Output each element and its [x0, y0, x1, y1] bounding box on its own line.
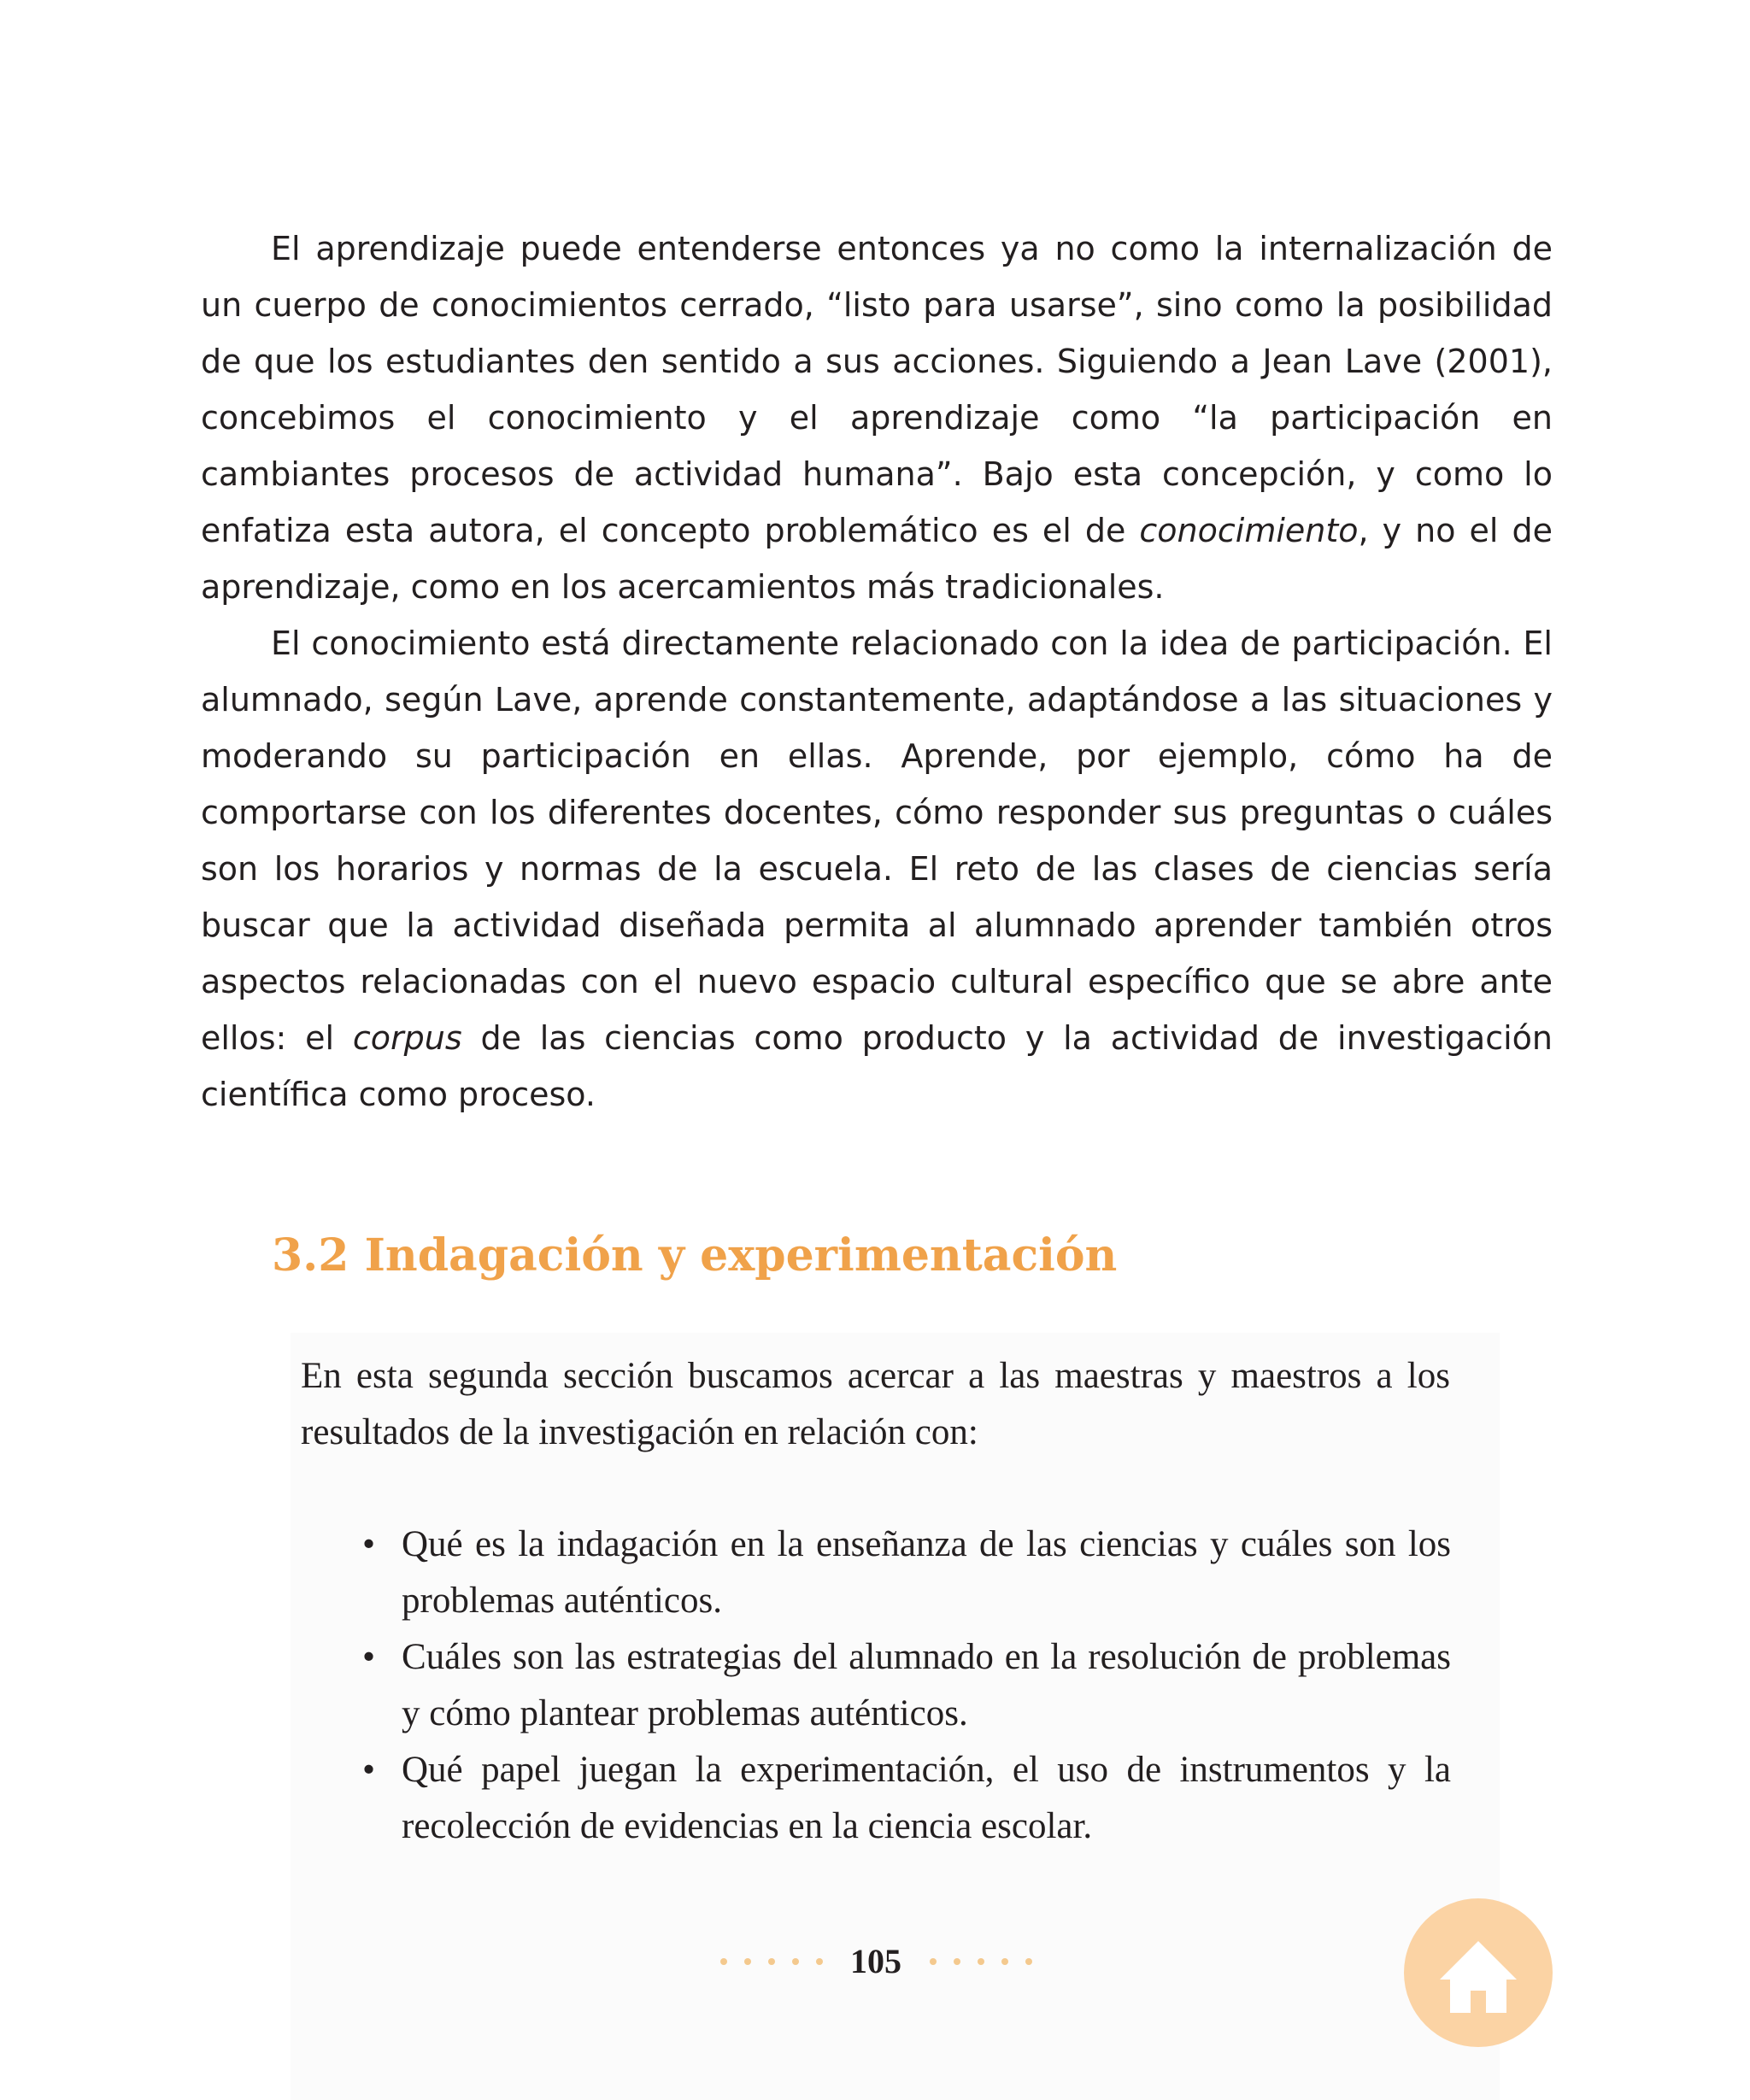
bullet-icon: • [362, 1637, 376, 1677]
section-heading: 3.2 Indagación y experimentación [272, 1229, 1118, 1282]
bullet-list [359, 1516, 1451, 1855]
home-button[interactable] [1404, 1898, 1553, 2047]
dot-icon [816, 1958, 823, 1965]
paragraph-text: El aprendizaje puede entenderse entonces ya no como la internalización de un cuerpo de conocimientos cerrado, “listo para usarse”, sino como la posibilidad de que los estudiantes den sentido a sus acciones. Siguiendo a Jean Lave (2001), concebimos el conocimiento y el aprendizaje como “la participación en cambiantes procesos de actividad humana”. Bajo esta concepción, y como lo enfatiza esta autora, el concepto problemático es el de [201, 230, 1553, 549]
paragraph-text: El conocimiento está directamente relacionado con la idea de participación. El alumnado, según Lave, aprende constantemente, adaptándose a las situaciones y moderando su participación en ellas. Aprende, por ejemplo, cómo ha de comportarse con los diferentes docentes, cómo responder sus preguntas o cuáles son los horarios y normas de la escuela. El reto de las clases de ciencias sería buscar que la actividad diseñada permita al alumnado aprender también otros aspectos relacionadas con el nuevo espacio cultural específico que se abre ante ellos: el [201, 625, 1553, 1057]
dot-icon [744, 1958, 751, 1965]
list-item [359, 1516, 1451, 1629]
dot-icon [930, 1958, 937, 1965]
list-item-text: Cuáles son las estrategias del alumnado en la resolución de problemas y cómo plantear problemas auténticos. [402, 1637, 1451, 1733]
dot-icon [1025, 1958, 1032, 1965]
dot-icon [1001, 1958, 1008, 1965]
footer-dots-left [720, 1958, 823, 1965]
paragraph-text: , y no el de aprendizaje, como en los acercamientos más tradicionales. [201, 512, 1553, 606]
paragraph [201, 615, 1553, 1123]
list-item-text: Qué es la indagación en la enseñanza de las ciencias y cuáles son los problemas auténticos. [402, 1524, 1451, 1621]
dot-icon [720, 1958, 727, 1965]
bullet-icon: • [362, 1750, 376, 1790]
paragraph-text: de las ciencias como producto y la actividad de investigación científica como proceso. [201, 1019, 1553, 1113]
dot-icon [978, 1958, 984, 1965]
italic-term: conocimiento [1139, 512, 1359, 549]
dot-icon [792, 1958, 799, 1965]
bullet-icon: • [362, 1524, 376, 1564]
italic-term: corpus [352, 1019, 462, 1057]
paragraph [201, 220, 1553, 615]
list-item-text: Qué papel juegan la experimentación, el uso de instrumentos y la recolección de evidencias en la ciencia escolar. [402, 1750, 1451, 1846]
page-number: 105 [850, 1942, 901, 1980]
section-intro: En esta segunda sección buscamos acercar a las maestras y maestros a los resultados de la investigación en relación con: [301, 1356, 1450, 1452]
dot-icon [954, 1958, 960, 1965]
list-item [359, 1742, 1451, 1855]
footer-dots-right [930, 1958, 1032, 1965]
home-icon [1404, 1898, 1553, 2047]
list-item [359, 1629, 1451, 1742]
body-text [201, 220, 1553, 1123]
dot-icon [768, 1958, 775, 1965]
